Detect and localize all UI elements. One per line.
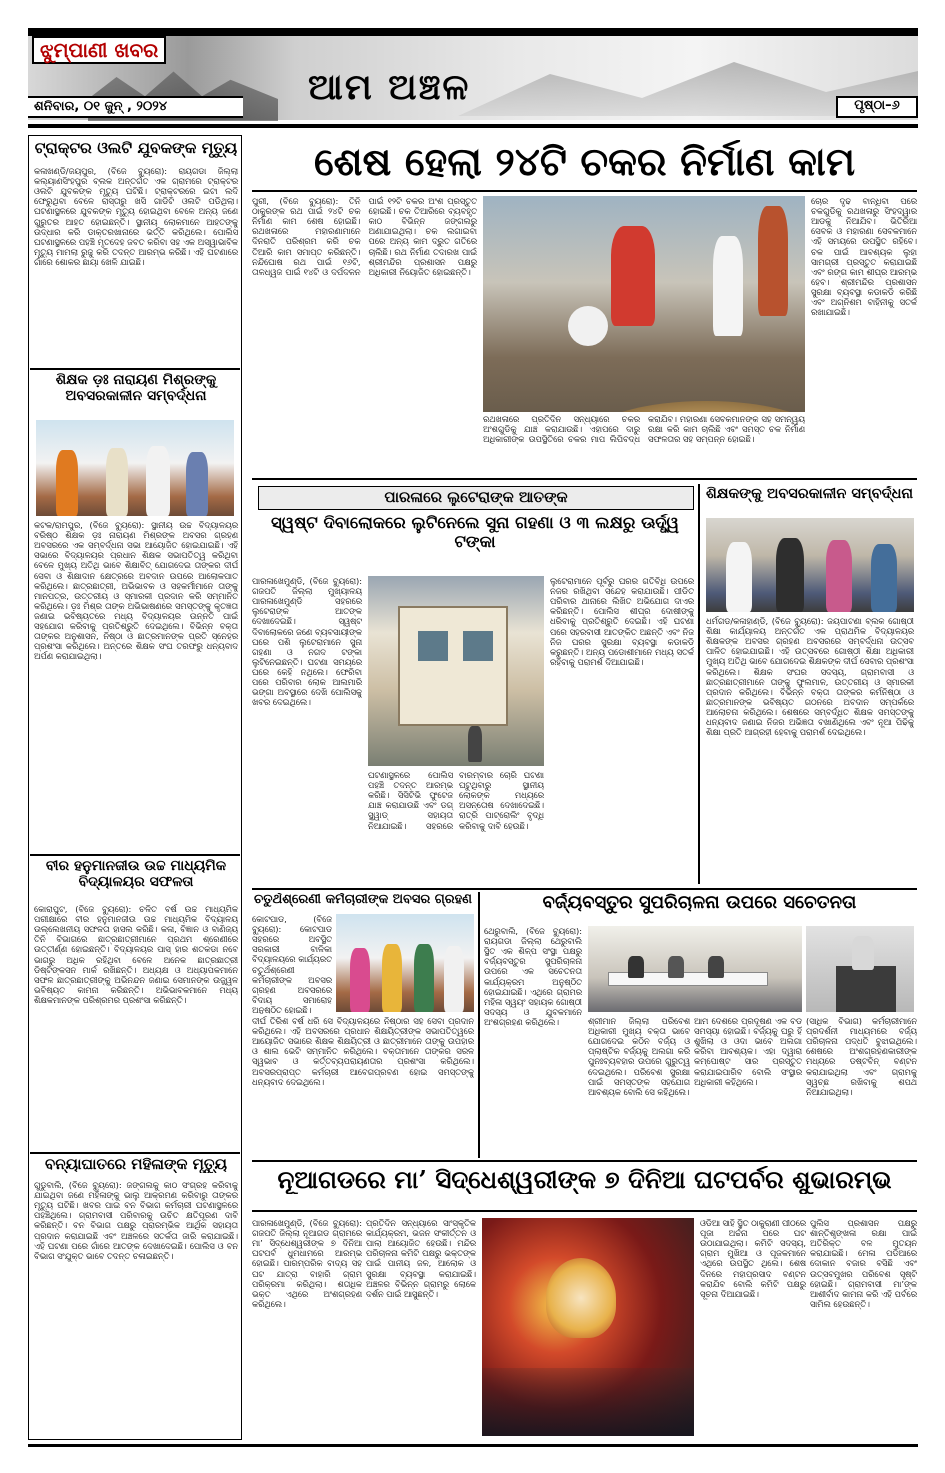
- house-facade: [398, 606, 508, 726]
- photo-house: [368, 576, 544, 766]
- person-figure: [382, 944, 402, 1012]
- lead-headline: ଶେଷ ହେଲା ୨୪ଟି ଚକର ନିର୍ମାଣ କାମ: [314, 140, 855, 185]
- photo-class4-farewell: [336, 914, 474, 1012]
- carpenter-figure: [713, 236, 743, 336]
- waste-body-3: ଆମ ଦେଶରେ ପ୍ରଦୂଷଣ ଏକ ବଡ ସମସ୍ୟା ହୋଇଛି। ବର୍ଜ୍ୟକୁ ଘରୁ ହିଁ ଶୁଖିଲା ଓ ଓଦା ଭାବେ ଅଲଗା କରିବା ଆବଶ୍ୟକ। ଏହା ଦ୍ୱାରା କମ୍ପୋଷ୍ଟ ସାର ପ୍ରସ୍ତୁତ କରାଯାଇପାରିବ ବୋଲି ସଂସ୍ଥାର ଅଧିକାରୀ କହିଥିଲେ।: [694, 1016, 802, 1087]
- class4-body-top: କୋଟପାଡ, (ବିଜେ ବ୍ୟୁରୋ): କୋଟପାଡ ସହରରେ ଅବସ୍ଥିତ ସରକାରୀ ବାଳିକା ବିଦ୍ୟାଳୟରେ କାର୍ଯ୍ୟରତ ଚତୁର୍ଥଶ୍ରେଣୀ କର୍ମଚାରୀଙ୍କ ଅବସର ଗ୍ରହଣ ଅବସରରେ ବିଦାୟ ସମାରୋହ ଅନୁଷ୍ଠିତ ହୋଇଛି।: [252, 914, 332, 1014]
- person-figure: [628, 956, 644, 978]
- divider: [252, 478, 917, 480]
- carpenter-figure: [568, 306, 608, 346]
- photo-chariot-wheel: [483, 196, 805, 412]
- waste-headline: ବର୍ଜ୍ୟବସ୍ତୁର ସୁପରିଚାଳନା ଉପରେ ସଚେତନତା: [542, 893, 857, 913]
- robbery-banner: ପାରଳାରେ ଲୁଟେରାଙ୍କ ଆତଙ୍କ: [384, 489, 568, 506]
- wooden-wheel: [591, 401, 805, 412]
- person-figure: [444, 946, 464, 1012]
- masthead-top-rule: [28, 28, 918, 36]
- section-title: ଆମ ଅଞ୍ଚଳ: [308, 66, 471, 108]
- waste-body-4: (ସାଧିକ ବିଭାଗ) କର୍ମଚାରୀମାନେ ପ୍ରଦର୍ଶନୀ ମାଧ୍ୟମରେ ବର୍ଜ୍ୟ ପରିଚାଳନା ପଦ୍ଧତି ବୁଝାଇଥିଲେ। ଶେଷରେ ଅଂଶଗ୍ରହଣକାରୀଙ୍କ ମଧ୍ୟରେ ଡଷ୍ଟବିନ୍ ବଣ୍ଟନ କରାଯାଇଥିଲା ଏବଂ ଗ୍ରାମକୁ ସ୍ୱଚ୍ଛ ରଖିବାକୁ ଶପଥ ନିଆଯାଇଥିଲା।: [806, 1016, 917, 1097]
- speaker-figure: [852, 936, 874, 970]
- person-figure: [776, 538, 804, 612]
- lead-body-right: ଚୋର ଦୃଢ ବାନ୍ଧିବା ପରେ ଚକଗୁଡିକୁ ରଥଖଳାରୁ ସିଂହଦ୍ୱାର ଆଡକୁ ନିଆଯିବ। ଭିତିରିଆ ସେବକ ଓ ମହାରଣା ସେବକମାନେ ଏହି ସମୟରେ ଉପସ୍ଥିତ ରହିବେ। ଚକ ପାଇଁ ଆବଶ୍ୟକ ଲୁହା ସାମଗ୍ରୀ ପ୍ରସ୍ତୁତ କରାଯାଇଛି ଏବଂ ରଙ୍ଗ କାମ ଶୀଘ୍ର ଆରମ୍ଭ ହେବ। ଶ୍ରୀମନ୍ଦିର ପ୍ରଶାସନ ସୁରକ୍ଷା ବ୍ୟବସ୍ଥା କଡାକଡି କରିଛି ଏବଂ ଅଗ୍ନିଶମ ବାହିନୀକୁ ସତର୍କ ରଖାଯାଇଛି।: [811, 196, 917, 318]
- divider: [30, 368, 240, 370]
- page-bottom-rule: [28, 1444, 918, 1447]
- person-figure: [708, 956, 724, 978]
- photo-awareness-meeting: [588, 926, 802, 1012]
- photo-goddess-procession: [482, 1218, 694, 1436]
- robbery-headline: ସ୍ୱଷ୍ଟ ଦିବାଲୋକରେ ଲୁଟିନେଲେ ସୁନା ଗହଣା ଓ ୩ ଲକ୍ଷରୁ ଊର୍ଦ୍ଧ୍ୱ ଟଙ୍କା: [270, 514, 680, 551]
- robbery-body-1: ପାରଳାଖେମୁଣ୍ଡି, (ବିଜେ ବ୍ୟୁରୋ): ଗଜପତି ଜିଲ୍ଲା ମୁଖ୍ୟାଳୟ ପାରଳାଖେମୁଣ୍ଡି ସହରରେ ଲୁଟେରାଙ୍କ ଆତଙ୍କ ଦେଖାଦେଇଛି। ସ୍ୱଷ୍ଟ ଦିବାଲୋକରେ ଜଣେ ବ୍ୟବସାୟୀଙ୍କ ଘରେ ପଶି ଲୁଟେରାମାନେ ସୁନା ଗହଣା ଓ ନଗଦ ଟଙ୍କା ଲୁଟିନେଇଛନ୍ତି। ଘଟଣା ସମୟରେ ଘରେ କେହି ନଥିଲେ। ଫେରିବା ପରେ ପରିବାର ଲୋକ ଆଲମାରି ଭଙ୍ଗା ଅବସ୍ଥାରେ ଦେଖି ପୋଲିସକୁ ଖବର ଦେଇଥିଲେ।: [252, 576, 362, 708]
- waste-body-2: ଶ୍ରୀମାନ ଜିଲ୍ଲା ପରିବେଶ ଅଧିକାରୀ ମୁଖ୍ୟ ବକ୍ତା ଭାବେ ଯୋଗଦେଇ କଠିନ ବର୍ଜ୍ୟ ଓ ପ୍ଲାଷ୍ଟିକ ବର୍ଜ୍ୟକୁ ଅଲଗା କରି ପୁନଃବ୍ୟବହାର ଉପରେ ଗୁରୁତ୍ୱ ଦେଇଥିଲେ। ପରିବେଶ ସୁରକ୍ଷା ପାଇଁ ସମସ୍ତଙ୍କ ସହଯୋଗ ଆବଶ୍ୟକ ବୋଲି ସେ କହିଥିଲେ।: [588, 1016, 690, 1097]
- person-figure: [56, 450, 78, 516]
- person-figure: [826, 540, 852, 612]
- goddess-idol: [546, 1258, 616, 1338]
- waste-body-1: ଥେରୁବାଲି, (ବିଜେ ବ୍ୟୁରୋ): ରାୟଗଡା ଜିଲ୍ଲା ଥେରୁବାଲି ସ୍ଥିତ ଏକ ଶିଳ୍ପ ସଂସ୍ଥା ପକ୍ଷରୁ ବର୍ଜ୍ୟବସ୍ତୁର ସୁପରିଚାଳନା ଉପରେ ଏକ ସଚେତନତା କାର୍ଯ୍ୟକ୍ରମ ଅନୁଷ୍ଠିତ ହୋଇଯାଇଛି। ଏଥିରେ ଗ୍ରାମର ମହିଳା ସ୍ୱୟଂ ସହାୟକ ଗୋଷ୍ଠୀ ସଦସ୍ୟ ଓ ଯୁବକମାନେ ଅଂଶଗ୍ରହଣ କରିଥିଲେ।: [484, 926, 582, 1027]
- devotee-crowd: [482, 1368, 694, 1436]
- lead-body-bottom: ରଥଖଳାରେ ପ୍ରତିଦିନ ସନ୍ଧ୍ୟାରେ ଚକର ଅଂଶଗୁଡିକୁ ଯାଞ୍ଚ କରାଯାଉଛି। ଏହାପରେ ଦାରୁ ଅଧିକାରୀଙ୍କ ଉପସ୍ଥିତିରେ ଚକର ମାପ ଲିପିବଦ୍ଧ କରାଯିବ। ମହାରଣା ସେବକମାନଙ୍କ ସହ ସମନ୍ୱୟ ରକ୍ଷା କରି କାମ ଚାଲିଛି ଏବଂ ସମସ୍ତ ଚକ ନିର୍ମାଣ ସଫଳତାର ସହ ସମ୍ପନ୍ନ ହୋଇଛି।: [483, 414, 805, 445]
- lead-body-left: ପୁରୀ, (ବିଜେ ବ୍ୟୁରୋ): ତିନି ଠାକୁରଙ୍କ ରଥ ପାଇଁ ୨୪ଟି ଚକ ନିର୍ମାଣ କାମ ଶେଷ ହୋଇଛି। ରଥଖଳାରେ ମହାରଣାମାନେ ଦିନରାତି ପରିଶ୍ରମ କରି ଚକ ତିଆରି କାମ ସମାପ୍ତ କରିଛନ୍ତି। ନନ୍ଦିଘୋଷ ରଥ ପାଇଁ ୧୬ଟି, ତାଳଧ୍ୱଜ ପାଇଁ ୧୪ଟି ଓ ଦର୍ପଦଳନ ପାଇଁ ୧୨ଟି ଚକର ଅଂଶ ପ୍ରସ୍ତୁତ ହୋଇଛି। ଚକ ତିଆରିରେ ବ୍ୟବହୃତ କାଠ ବିଭିନ୍ନ ଜଙ୍ଗଲରୁ ଅଣାଯାଇଥିଲା। ଚକ ଲଗାଇବା ପରେ ଅନ୍ୟ କାମ ଦ୍ରୁତ ଗତିରେ ଚାଲିଛି। ରଥ ନିର୍ମାଣ ତଦାରଖ ପାଇଁ ଶ୍ରୀମନ୍ଦିର ପ୍ରଶାସନ ପକ୍ଷରୁ ଅଧିକାରୀ ନିୟୋଜିତ ହୋଇଛନ୍ତି।: [252, 196, 477, 277]
- photo-felicitation: [36, 420, 234, 516]
- police-figure: [468, 726, 482, 762]
- headline-teacher-mishra: ଶିକ୍ଷକ ଡ଼ଃ ନାରାୟଣ ମିଶ୍ରଙ୍କୁ ଅବସରକାଳୀନ ସମ୍ବର୍ଦ୍ଧନା: [55, 372, 217, 405]
- headline-woman-death: ବନ୍ୟାଘାତରେ ମହିଳାଙ୍କ ମୃତ୍ୟୁ: [45, 1156, 227, 1173]
- divider: [252, 1210, 917, 1212]
- nuagada-body-1: ପାରଳାଖେମୁଣ୍ଡି, (ବିଜେ ବ୍ୟୁରୋ): ଗଜପତି ଜିଲ୍ଲା ନୂଆଗଡ ଗ୍ରାମରେ ମା’ ସିଦ୍ଧେଶ୍ୱରୀଙ୍କ ୭ ଦିନିଆ ଘଟପର୍ବ ଧୁମଧାମରେ ଆରମ୍ଭ ହୋଇଛି। ପାରମ୍ପରିକ ବାଦ୍ୟ ସହ ଘଟ ଯାତ୍ରା ବାହାରି ଗ୍ରାମ ପରିକ୍ରମା କରିଥିଲା। ଶତାଧିକ ଭକ୍ତ ଏଥିରେ ଅଂଶଗ୍ରହଣ କରିଥିଲେ।: [252, 1218, 362, 1309]
- divider: [252, 888, 917, 890]
- page-number: ପୃଷ୍ଠା–୬: [836, 96, 918, 118]
- photo-speaker-podium: [806, 926, 914, 1012]
- carpenter-figure: [611, 226, 655, 326]
- person-figure: [186, 452, 208, 516]
- masthead-bottom-rule: [28, 124, 918, 128]
- article-school-success-body: କୋରାପୁଟ, (ବିଜେ ବ୍ୟୁରୋ): ଚଳିତ ବର୍ଷ ଉଚ୍ଚ ମାଧ୍ୟମିକ ପରୀକ୍ଷାରେ ବୀର ହନୁମାନଜୀଉ ଉଚ୍ଚ ମାଧ୍ୟମିକ ବିଦ୍ୟାଳୟ ଉଲ୍ଲେଖନୀୟ ସଫଳତା ହାସଲ କରିଛି। କଳା, ବିଜ୍ଞାନ ଓ ବାଣିଜ୍ୟ ତିନି ବିଭାଗରେ ଛାତ୍ରଛାତ୍ରୀମାନେ ପ୍ରଥମ ଶ୍ରେଣୀରେ ଉତ୍ତୀର୍ଣ୍ଣ ହୋଇଛନ୍ତି। ବିଦ୍ୟାଳୟର ପାସ୍ ହାର ଶତକଡା ନବେ ଭାଗରୁ ଅଧିକ ରହିଥିବା ବେଳେ ଅନେକ ଛାତ୍ରଛାତ୍ରୀ ଡିଷ୍ଟିଙ୍କସନ ମାର୍କ ରଖିଛନ୍ତି। ଅଧ୍ୟକ୍ଷ ଓ ଅଧ୍ୟାପକମାନେ ସଫଳ ଛାତ୍ରଛାତ୍ରୀଙ୍କୁ ଅଭିନନ୍ଦନ ଜଣାଇ ସେମାନଙ୍କ ଉଜ୍ଜ୍ୱଳ ଭବିଷ୍ୟତ କାମନା କରିଛନ୍ତି। ଅଭିଭାବକମାନେ ମଧ୍ୟ ଶିକ୍ଷକମାନଙ୍କ ପରିଶ୍ରମର ପ୍ରଶଂସା କରିଛନ୍ତି।: [34, 904, 238, 1005]
- article-tractor-body: କଳାଖଣ୍ଡି/ଜୟପୁର, (ବିଜେ ବ୍ୟୁରୋ): ରାୟଗଡା ଜିଲ୍ଲା କଲ୍ୟାଣସିଂହପୁର ବ୍ଲକ ଅନ୍ତର୍ଗତ ଏକ ଗ୍ରାମରେ ଟ୍ରାକ୍ଟର ଓଲଟି ଯୁବକଙ୍କ ମୃତ୍ୟୁ ଘଟିଛି। ଟ୍ରାକ୍ଟରରେ ଇଟା ଲଦି ଫେରୁଥିବା ବେଳେ ରାସ୍ତାରୁ ଖସି ଗାଡିଟି ଓଲଟି ପଡିଥିଲା। ଘଟଣାସ୍ଥଳରେ ଯୁବକଙ୍କ ମୃତ୍ୟୁ ହୋଇଥିବା ବେଳେ ଅନ୍ୟ ଜଣେ ଗୁରୁତର ଆହତ ହୋଇଛନ୍ତି। ସ୍ଥାନୀୟ ଲୋକମାନେ ଆହତଙ୍କୁ ଉଦ୍ଧାର କରି ଡାକ୍ତରଖାନାରେ ଭର୍ତ୍ତି କରିଥିଲେ। ପୋଲିସ ଘଟଣାସ୍ଥଳରେ ପହଞ୍ଚି ମୃତଦେହ ଜବତ କରିବା ସହ ଏକ ଅସ୍ୱାଭାବିକ ମୃତ୍ୟୁ ମାମଲା ରୁଜୁ କରି ତଦନ୍ତ ଆରମ୍ଭ କରିଛି। ଏହି ଘଟଣାରେ ଗାଁରେ ଶୋକର ଛାୟା ଖେଳି ଯାଇଛି।: [34, 166, 238, 267]
- teacher-right-headline: ଶିକ୍ଷକଙ୍କୁ ଅବସରକାଳୀନ ସମ୍ବର୍ଦ୍ଧନା: [705, 486, 914, 502]
- photo-teacher-felicitation: [706, 518, 914, 612]
- headline-school-success: ବୀର ହନୁମାନଜୀଉ ଉଚ୍ଚ ମାଧ୍ୟମିକ ବିଦ୍ୟାଳୟର ସଫଳତା: [45, 858, 227, 891]
- person-figure: [106, 448, 128, 516]
- divider: [30, 854, 240, 856]
- person-figure: [414, 944, 434, 1012]
- headline-tractor: ଟ୍ରାକ୍ଟର ଓଲଟି ଯୁବକଙ୍କ ମୃତ୍ୟୁ: [34, 140, 238, 157]
- person-figure: [726, 542, 752, 612]
- class4-headline: ଚତୁର୍ଥଶ୍ରେଣୀ କର୍ମଚାରୀଙ୍କ ଅବସର ଗ୍ରହଣ: [254, 893, 472, 907]
- newspaper-brand: ଝୁମ୍ପାଣୀ ଖବର: [32, 36, 166, 64]
- teacher-right-body: ଧର୍ମଗଡ/କଳାହାଣ୍ଡି, (ବିଜେ ବ୍ୟୁରୋ): ଜୟପାଟଣା ବ୍ଲକ ଗୋଷ୍ଠୀ ଶିକ୍ଷା କାର୍ଯ୍ୟାଳୟ ଅନ୍ତର୍ଗତ ଏକ ପ୍ରାଥମିକ ବିଦ୍ୟାଳୟର ଶିକ୍ଷକଙ୍କ ଅବସର ଗ୍ରହଣ ଅବସରରେ ସମ୍ବର୍ଦ୍ଧନା ଉତ୍ସବ ପାଳିତ ହୋଇଯାଇଛି। ଏହି ଉତ୍ସବରେ ଗୋଷ୍ଠୀ ଶିକ୍ଷା ଅଧିକାରୀ ମୁଖ୍ୟ ଅତିଥି ଭାବେ ଯୋଗଦେଇ ଶିକ୍ଷକଙ୍କ ଦୀର୍ଘ ସେବାର ପ୍ରଶଂସା କରିଥିଲେ। ଶିକ୍ଷକ ସଂଘର ସଦସ୍ୟ, ଗ୍ରାମବାସୀ ଓ ଛାତ୍ରଛାତ୍ରୀମାନେ ତାଙ୍କୁ ଫୁଲମାଳ, ଉତ୍ତରୀୟ ଓ ସ୍ମାରକୀ ପ୍ରଦାନ କରିଥିଲେ। ବିଭିନ୍ନ ବକ୍ତା ତାଙ୍କର କର୍ମନିଷ୍ଠା ଓ ଛାତ୍ରମାନଙ୍କ ଭବିଷ୍ୟତ ଗଠନରେ ଅବଦାନ ସମ୍ପର୍କରେ ଆଲୋଚନା କରିଥିଲେ। ଶେଷରେ ସମ୍ବର୍ଦ୍ଧିତ ଶିକ୍ଷକ ସମସ୍ତଙ୍କୁ ଧନ୍ୟବାଦ ଜଣାଇ ନିଜର ଅଭିଜ୍ଞତା ବଖାଣିଥିଲେ ଏବଂ ନୂଆ ପିଢିକୁ ଶିକ୍ଷା ପ୍ରତି ଆଗ୍ରହୀ ହେବାକୁ ପରାମର୍ଶ ଦେଇଥିଲେ।: [706, 616, 914, 738]
- divider: [252, 190, 917, 192]
- person-figure: [350, 948, 370, 1012]
- person-figure: [871, 544, 897, 612]
- article-woman-death-body: ଗୁଡୁବାଲି, (ବିଜେ ବ୍ୟୁରୋ): ଜଙ୍ଗଲକୁ କାଠ ସଂଗ୍ରହ କରିବାକୁ ଯାଇଥିବା ଜଣେ ମହିଳାଙ୍କୁ ଭାଲୁ ଆକ୍ରମଣ କରିବାରୁ ତାଙ୍କର ମୃତ୍ୟୁ ଘଟିଛି। ଖବର ପାଇ ବନ ବିଭାଗ କର୍ମଚାରୀ ଘଟଣାସ୍ଥଳରେ ପହଞ୍ଚିଥିଲେ। ଗ୍ରାମବାସୀ ପରିବାରକୁ ଉଚିତ କ୍ଷତିପୂରଣ ଦାବି କରିଛନ୍ତି। ବନ ବିଭାଗ ପକ୍ଷରୁ ପ୍ରାରମ୍ଭିକ ଆର୍ଥିକ ସହାୟତା ପ୍ରଦାନ କରାଯାଇଛି ଏବଂ ଅଞ୍ଚଳରେ ସତର୍କତା ଜାରି କରାଯାଇଛି। ଏହି ଘଟଣା ପରେ ଗାଁରେ ଆତଙ୍କ ଦେଖାଦେଇଛି। ପୋଲିସ ଓ ବନ ବିଭାଗ ସଂଯୁକ୍ତ ଭାବେ ତଦନ୍ତ ଚଳାଇଛନ୍ତି।: [34, 1180, 238, 1261]
- divider: [30, 1152, 240, 1154]
- dateline: ଶନିବାର, ୦୧ ଜୁନ୍ , ୨୦୨୪: [28, 96, 243, 118]
- person-figure: [146, 446, 170, 516]
- nuagada-body-3: ଓଡିଆ ସାହି ସ୍ଥିତ ଠାକୁରାଣୀ ପୀଠରେ ପୂଜା ଅର୍ଚ୍ଚନା ପରେ ଘଟ ଉଠାଯାଇଥିଲା। କମିଟି ସଦସ୍ୟ, ଗ୍ରାମ ମୁଖିଆ ଓ ପୂଜକମାନେ ଏଥିରେ ଉପସ୍ଥିତ ଥିଲେ। ଶେଷ ଦିନରେ ମହାପ୍ରସାଦ ବଣ୍ଟନ କରାଯିବ ବୋଲି କମିଟି ପକ୍ଷରୁ ସୂଚନା ଦିଆଯାଇଛି।: [700, 1218, 806, 1299]
- nuagada-body-4: ପୁଲିସ ପ୍ରଶାସନ ପକ୍ଷରୁ ଶାନ୍ତିଶୃଙ୍ଖଳା ରକ୍ଷା ପାଇଁ ଅତିରିକ୍ତ ବଳ ମୁତୟନ କରାଯାଇଛି। ମେଳା ପଡିଆରେ ଦୋକାନ ବଜାର ବସିଛି ଏବଂ ଉତ୍ସବମୁଖର ପରିବେଶ ସୃଷ୍ଟି ହୋଇଛି। ଗ୍ରାମବାସୀ ମା’ଙ୍କ ଆଶୀର୍ବାଦ କାମନା କରି ଏହି ପର୍ବରେ ସାମିଲ ହେଉଛନ୍ତି।: [810, 1218, 917, 1309]
- nuagada-body-2: ପ୍ରତିଦିନ ସନ୍ଧ୍ୟାରେ ସାଂସ୍କୃତିକ କାର୍ଯ୍ୟକ୍ରମ, ଭଜନ ସଂକୀର୍ତ୍ତନ ଓ ପାଲା ଆୟୋଜିତ ହେଉଛି। ମନ୍ଦିର ପରିଚାଳନା କମିଟି ପକ୍ଷରୁ ଭକ୍ତଙ୍କ ପାଇଁ ପାନୀୟ ଜଳ, ଆଲୋକ ଓ ସୁରକ୍ଷା ବ୍ୟବସ୍ଥା କରାଯାଇଛି। ଅଞ୍ଚଳର ବିଭିନ୍ନ ଗ୍ରାମରୁ ଲୋକେ ଦର୍ଶନ ପାଇଁ ଆସୁଛନ୍ତି।: [366, 1218, 476, 1299]
- person-figure: [668, 956, 684, 978]
- column-divider: [698, 484, 700, 884]
- house-window: [463, 631, 493, 661]
- robbery-body-3: ଲୁଟେରାମାନେ ପୂର୍ବରୁ ଘରର ଗତିବିଧି ଉପରେ ନଜର ରଖିଥିବା ସନ୍ଦେହ କରାଯାଉଛି। ପୀଡିତ ପରିବାର ଥାନାରେ ଲିଖିତ ଅଭିଯୋଗ ଦାଏର କରିଛନ୍ତି। ପୋଲିସ ଶୀଘ୍ର ଦୋଷୀଙ୍କୁ ଧରିବାକୁ ପ୍ରତିଶ୍ରୁତି ଦେଇଛି। ଏହି ଘଟଣା ପରେ ସହରବାସୀ ଆତଙ୍କିତ ଅଛନ୍ତି ଏବଂ ନିଜ ନିଜ ଘରର ସୁରକ୍ଷା ବ୍ୟବସ୍ଥା କଡାକଡି କରୁଛନ୍ତି। ଅନ୍ୟ ପଡୋଶୀମାନେ ମଧ୍ୟ ସତର୍କ ରହିବାକୁ ପରାମର୍ଶ ଦିଆଯାଇଛି।: [550, 576, 694, 667]
- class4-body: ଦୀର୍ଘ ତିରିଶ ବର୍ଷ ଧରି ସେ ବିଦ୍ୟାଳୟରେ ନିଷ୍ଠାର ସହ ସେବା ପ୍ରଦାନ କରିଥିଲେ। ଏହି ଅବସରରେ ପ୍ରଧାନ ଶିକ୍ଷୟିତ୍ରୀଙ୍କ ସଭାପତିତ୍ୱରେ ଆୟୋଜିତ ସଭାରେ ଶିକ୍ଷକ ଶିକ୍ଷୟିତ୍ରୀ ଓ ଛାତ୍ରୀମାନେ ତାଙ୍କୁ ଉପହାର ଓ ଶାଲ ଭେଟି ସମ୍ମାନିତ କରିଥିଲେ। ବକ୍ତାମାନେ ତାଙ୍କର ସରଳ ସ୍ୱଭାବ ଓ କର୍ତ୍ତବ୍ୟପରାୟଣତାର ପ୍ରଶଂସା କରିଥିଲେ। ଅବସରପ୍ରାପ୍ତ କର୍ମଚାରୀ ଆବେଗପ୍ରବଣ ହୋଇ ସମସ୍ତଙ୍କୁ ଧନ୍ୟବାଦ ଦେଇଥିଲେ।: [252, 1016, 474, 1087]
- divider: [252, 1160, 917, 1162]
- carpenter-figure: [758, 206, 788, 316]
- house-window: [418, 631, 448, 661]
- podium: [836, 966, 896, 1012]
- column-divider: [478, 892, 480, 1158]
- nuagada-headline: ନୂଆଗଡରେ ମା’ ସିଦ୍ଧେଶ୍ୱରୀଙ୍କ ୭ ଦିନିଆ ଘଟପର୍ବର ଶୁଭାରମ୍ଭ: [277, 1166, 892, 1194]
- robbery-body-2: ଘଟଣାସ୍ଥଳରେ ପୋଲିସ ପହଞ୍ଚି ତଦନ୍ତ ଆରମ୍ଭ କରିଛି। ସିସିଟିଭି ଫୁଟେଜ ଯାଞ୍ଚ କରାଯାଉଛି ଏବଂ ଡଗ୍ ସ୍କ୍ୱାଡ୍ ସହାୟତା ନିଆଯାଇଛି। ସହରରେ ବାରମ୍ବାର ଚୋରି ଘଟଣା ଘଟୁଥିବାରୁ ସ୍ଥାନୀୟ ଲୋକଙ୍କ ମଧ୍ୟରେ ଅସନ୍ତୋଷ ଦେଖାଦେଇଛି। ରାତ୍ରି ପାଟ୍ରୋଲିଂ ବୃଦ୍ଧି କରିବାକୁ ଦାବି ହେଉଛି।: [368, 770, 544, 831]
- article-teacher-mishra-body: କଟକ/ରାମପୁର, (ବିଜେ ବ୍ୟୁରୋ): ସ୍ଥାନୀୟ ଉଚ୍ଚ ବିଦ୍ୟାଳୟର ବରିଷ୍ଠ ଶିକ୍ଷକ ଡ଼ଃ ନାରାୟଣ ମିଶ୍ରଙ୍କ ଅବସର ଗ୍ରହଣ ଅବସରରେ ଏକ ସମ୍ବର୍ଦ୍ଧନା ସଭା ଆୟୋଜିତ ହୋଇଯାଇଛି। ଏହି ସଭାରେ ବିଦ୍ୟାଳୟର ପ୍ରଧାନ ଶିକ୍ଷକ ସଭାପତିତ୍ୱ କରିଥିବା ବେଳେ ମୁଖ୍ୟ ଅତିଥି ଭାବେ ଶିକ୍ଷାବିତ୍ ଯୋଗଦେଇ ତାଙ୍କର ଦୀର୍ଘ ସେବା ଓ ଶିକ୍ଷାଦାନ କ୍ଷେତ୍ରରେ ଅବଦାନ ଉପରେ ଆଲୋକପାତ କରିଥିଲେ। ଛାତ୍ରଛାତ୍ରୀ, ଅଭିଭାବକ ଓ ସହକର୍ମୀମାନେ ତାଙ୍କୁ ମାନପତ୍ର, ଉତ୍ତରୀୟ ଓ ସ୍ମାରକୀ ପ୍ରଦାନ କରି ସମ୍ମାନିତ କରିଥିଲେ। ଡ଼ଃ ମିଶ୍ର ତାଙ୍କ ଅଭିଭାଷଣରେ ସମସ୍ତଙ୍କୁ କୃତଜ୍ଞତା ଜଣାଇ ଭବିଷ୍ୟତରେ ମଧ୍ୟ ବିଦ୍ୟାଳୟର ଉନ୍ନତି ପାଇଁ ସହଯୋଗ କରିବାକୁ ପ୍ରତିଶ୍ରୁତି ଦେଇଥିଲେ। ବିଭିନ୍ନ ବକ୍ତା ତାଙ୍କର ଅନୁଶାସନ, ନିଷ୍ଠା ଓ ଛାତ୍ରମାନଙ୍କ ପ୍ରତି ସ୍ନେହର ପ୍ରଶଂସା କରିଥିଲେ। ଅନ୍ତରେ ଶିକ୍ଷକ ସଂଘ ତରଫରୁ ଧନ୍ୟବାଦ ଅର୍ପଣ କରାଯାଇଥିଲା।: [34, 520, 238, 662]
